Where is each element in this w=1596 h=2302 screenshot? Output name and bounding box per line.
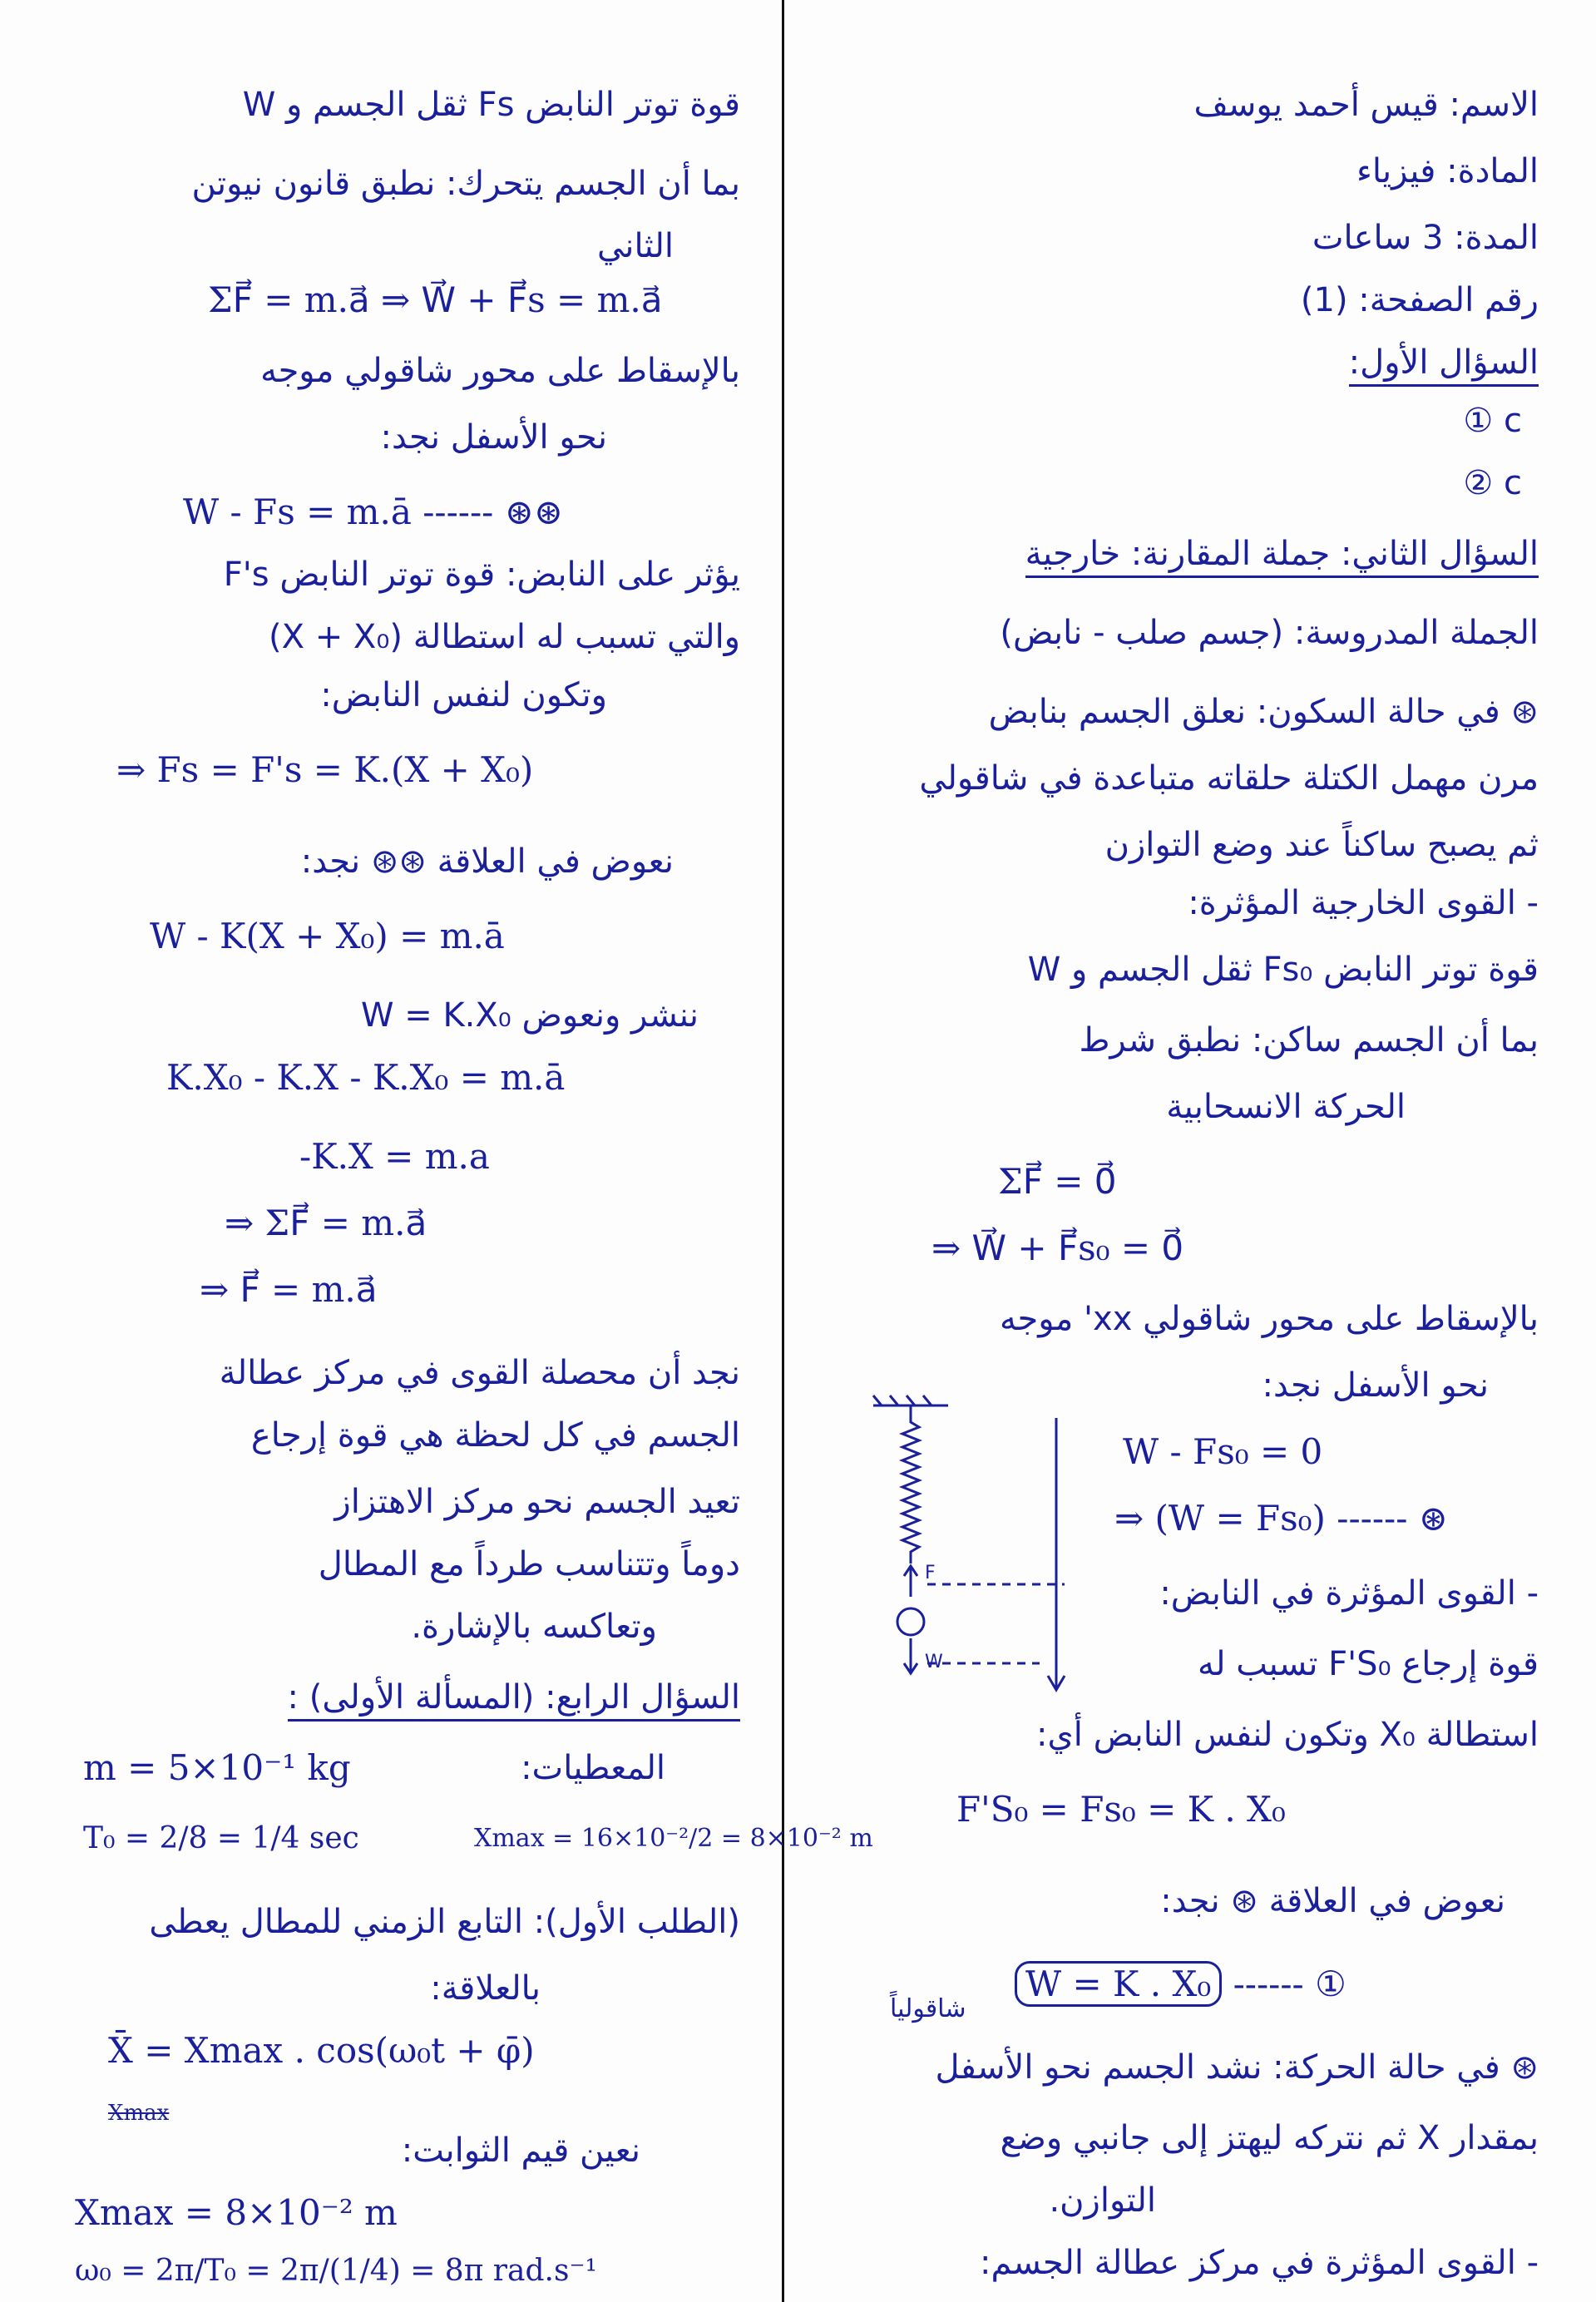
spring-force-left: يؤثر على النابض: قوة توتر النابض F's <box>223 556 740 594</box>
equation-sum-ma: ⇒ ΣF⃗ = m.a⃗ <box>225 1203 427 1243</box>
motion-state-4: - القوى المؤثرة في مركز عطالة الجسم: <box>980 2244 1539 2282</box>
equation-tag-1: ------ ① <box>1233 1964 1346 2004</box>
student-name: الاسم: قيس أحمد يوسف <box>1193 86 1539 124</box>
static-condition-2: الحركة الانسحابية <box>1166 1088 1406 1126</box>
mass-body <box>897 1608 924 1635</box>
given-mass: m = 5×10⁻¹ kg <box>83 1747 351 1788</box>
substitution-line: نعوض في العلاقة ⊛ نجد: <box>1160 1882 1505 1920</box>
crossed-out-xmax: Xmax <box>108 2101 170 2126</box>
page-number-line: رقم الصفحة: (1) <box>1300 281 1539 319</box>
same-spring-left: وتكون لنفس النابض: <box>320 676 607 714</box>
spring-mass-diagram <box>848 1389 1114 1705</box>
rest-state-line-2: مرن مهمل الكتلة حلقاته متباعدة في شاقولي <box>919 759 1539 798</box>
question-1-heading: السؤال الأول: <box>1349 341 1539 387</box>
equation-w-kx: W - K(X + X₀) = m.ā <box>150 916 505 956</box>
static-condition-1: بما أن الجسم ساكن: نطبق شرط <box>1079 1021 1539 1060</box>
vertical-note: شاقولياً <box>890 1994 966 2023</box>
equation-sum-zero: ΣF⃗ = 0⃗ <box>998 1161 1117 1202</box>
equation-minus-kx: -K.X = m.a <box>299 1136 490 1177</box>
external-forces-list: W ثقل الجسم و Fs₀ قوة توتر النابض <box>1027 951 1539 989</box>
equation-hooke: F'S₀ = Fs₀ = K . X₀ <box>956 1789 1286 1830</box>
question-4-heading: السؤال الرابع: (المسألة الأولى) : <box>288 1676 740 1722</box>
studied-system: الجملة المدروسة: (جسم صلب - نابض) <box>1000 614 1539 652</box>
right-column <box>790 0 1572 2302</box>
conclusion-5: وتعاكسه بالإشارة. <box>411 1608 657 1646</box>
newton-intro: بما أن الجسم يتحرك: نطبق قانون نيوتن <box>191 165 740 203</box>
conclusion-2: الجسم في كل لحظة هي قوة إرجاع <box>250 1416 740 1455</box>
equation-w-minus-fs: W - Fs = m.ā ------ ⊛⊛ <box>183 492 564 532</box>
conclusion-4: دوماً وتتناسب طرداً مع المطال <box>318 1545 740 1583</box>
first-request-relation: بالعلاقة: <box>430 1969 541 2008</box>
left-column <box>17 0 873 2302</box>
equation-newton-vector: ΣF⃗ = m.a⃗ ⇒ W⃗ + F⃗s = m.a⃗ <box>208 279 663 320</box>
svg-text:F: F <box>925 1563 936 1583</box>
spring-coil <box>902 1405 919 1563</box>
projection-left-1: بالإسقاط على محور شاقولي موجه <box>260 352 740 390</box>
motion-state-3: التوازن. <box>1049 2181 1156 2220</box>
spring-forces-heading: - القوى المؤثرة في النابض: <box>1159 1574 1539 1613</box>
equation-w-minus-fs0: W - Fs₀ = 0 <box>1123 1431 1323 1472</box>
substitute-left: نعوض في العلاقة ⊛⊛ نجد: <box>300 842 674 881</box>
equation-displacement: X̄ = Xmax . cos(ω₀t + φ̄) <box>108 2030 535 2071</box>
newton-second: الثاني <box>596 227 674 265</box>
external-forces-heading: - القوى الخارجية المؤثرة: <box>1188 884 1539 922</box>
equation-omega: ω₀ = 2π/T₀ = 2π/(1/4) = 8π rad.s⁻¹ <box>75 2254 597 2288</box>
equation-w-equals-fs0: ⇒ (W = Fs₀) ------ ⊛ <box>1114 1498 1448 1539</box>
elongation-left: والتي تسبب له استطالة (X + X₀) <box>268 618 740 656</box>
conclusion-3: تعيد الجسم نحو مركز الاهتزاز <box>334 1483 740 1521</box>
first-request: (الطلب الأول): التابع الزمني للمطال يعطى <box>149 1903 740 1941</box>
given-heading: المعطيات: <box>521 1749 665 1787</box>
equation-vectors-zero: ⇒ W⃗ + F⃗s₀ = 0⃗ <box>931 1228 1184 1268</box>
motion-state-1: ⊛ في حالة الحركة: نشد الجسم نحو الأسفل <box>935 2048 1539 2087</box>
constants-heading: نعين قيم الثوابت: <box>401 2132 640 2170</box>
equation-fs-k: ⇒ Fs = F's = K.(X + X₀) <box>116 749 534 790</box>
rest-state-line-1: ⊛ في حالة السكون: نعلق الجسم بنابض <box>988 693 1539 731</box>
equation-w-kx0: W = K . X₀ <box>1015 1961 1222 2007</box>
question-2-heading: السؤال الثاني: جملة المقارنة: خارجية <box>1025 532 1539 578</box>
restoring-force-line: قوة إرجاع F'S₀ تسبب له <box>1197 1645 1539 1683</box>
given-amplitude: Xmax = 16×10⁻²/2 = 8×10⁻² m <box>474 1824 873 1853</box>
equation-f-ma: ⇒ F⃗ = m.a⃗ <box>200 1269 378 1310</box>
duration-line: المدة: 3 ساعات <box>1312 219 1539 257</box>
spring-diagram-svg <box>848 1389 1114 1705</box>
column-divider <box>782 0 784 2302</box>
equation-expanded: K.X₀ - K.X - K.X₀ = m.ā <box>166 1057 566 1098</box>
forces-definition: W ثقل الجسم و Fs قوة توتر النابض <box>242 86 740 124</box>
rest-state-line-3: ثم يصبح ساكناً عند وضع التوازن <box>1104 826 1539 864</box>
q1-answer-1: ① c <box>1463 402 1522 440</box>
expand-line: ننشر ونعوض W = K.X₀ <box>360 996 699 1035</box>
projection-line-2: نحو الأسفل نجد: <box>1262 1366 1489 1405</box>
projection-left-2: نحو الأسفل نجد: <box>380 418 607 457</box>
projection-line-1: بالإسقاط على محور شاقولي xx' موجه <box>1000 1300 1539 1338</box>
given-period: T₀ = 2/8 = 1/4 sec <box>83 1821 359 1855</box>
subject-line: المادة: فيزياء <box>1356 152 1539 190</box>
svg-text:W: W <box>925 1652 943 1672</box>
q1-answer-2: ② c <box>1463 464 1522 502</box>
conclusion-1: نجد أن محصلة القوى في مركز عطالة <box>219 1354 740 1392</box>
equation-xmax-value: Xmax = 8×10⁻² m <box>75 2192 398 2233</box>
elongation-line: استطالة X₀ وتكون لنفس النابض أي: <box>1035 1716 1539 1754</box>
motion-state-2: بمقدار X ثم نتركه ليهتز إلى جانبي وضع <box>1000 2119 1539 2157</box>
